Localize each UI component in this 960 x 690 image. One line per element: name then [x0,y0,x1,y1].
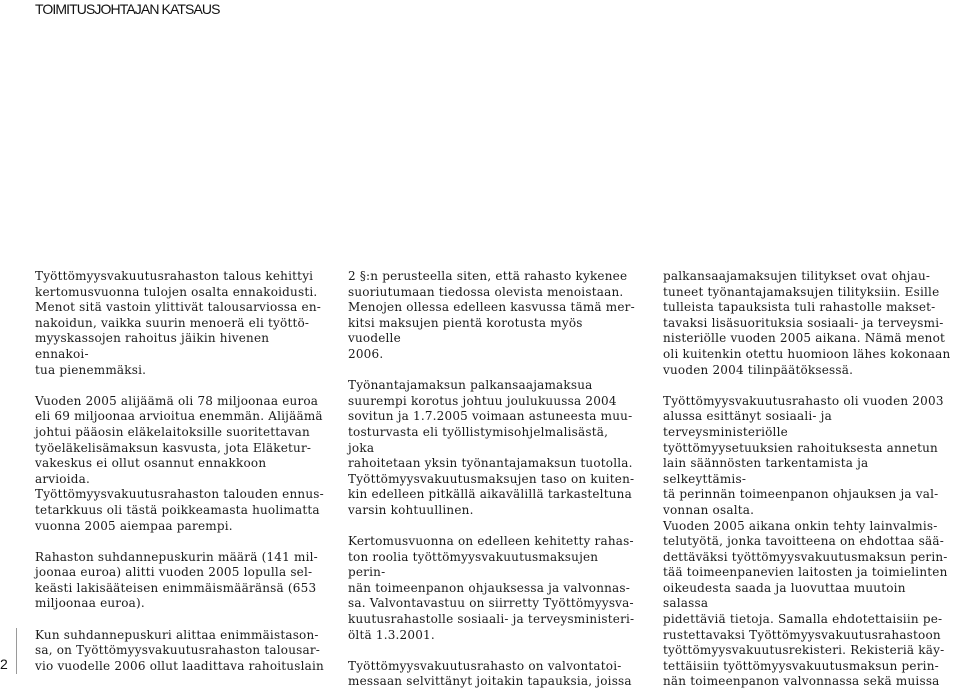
paragraph: Kertomusvuonna on edelleen kehitetty rahas- ton roolia työttömyysvakuutusmaksujen perin- nän toimeenpanon ohjauksessa ja valvonnas- sa. Valvontavastuu on siirretty Työttömyysva- kuutusrahastolle sosiaali- ja terveysministeri- öltä 1.3.2001. [348,534,635,642]
paragraph: Työttömyysvakuutusrahasto on valvontatoi- messaan selvittänyt joitakin tapauksia, joissa [348,658,632,689]
text-column-2 [348,269,638,690]
text-column-1 [35,269,325,674]
section-header: TOIMITUSJOHTAJAN KATSAUS [35,1,220,17]
paragraph: Rahaston suhdannepuskurin määrä (141 mil- joonaa euroa) alitti vuoden 2005 lopulla sel- keästi lakisääteisen enimmäismääränsä (653 miljoonaa euroa). [35,549,318,611]
paragraph: Työttömyysvakuutusrahasto oli vuoden 2003 alussa esittänyt sosiaali- ja terveysministeriölle työttömyysetuuksien rahoituksesta annetun lain säännösten tarkentamista ja selkeyttämis- tä perinnän toimeenpanon ohjauksen ja val- vonnan osalta. Vuoden 2005 aikana onkin tehty lainvalmis- telutyötä, jonka tavoitteena on ehdottaa sää- dettäväksi työttömyysvakuutusmaksun perin- tää toimeenpanevien laitosten ja toimielinten oikeudesta saada ja luovuttaa muutoin salassa pidettäviä tietoja. Samalla ehdotettaisiin pe- rustettavaksi Työttömyysvakuutusrahastoon työttömyysvakuutusrekisteri. Rekisteriä käy- tettäisiin työttömyysvakuutusmaksun perin- nän toimeenpanon valvonnassa sekä muissa [663,393,948,689]
paragraph: Vuoden 2005 alijäämä oli 78 miljoonaa euroa eli 69 miljoonaa arvioitua enemmän. Alijäämä johtui pääosin eläkelaitoksille suoritettavan työeläkelisämaksun kasvusta, jota Eläketur- vakeskus ei ollut osannut ennakkoon arvioida. Työttömyysvakuutusrahaston talouden ennus- tetarkkuus oli tästä poikkeamasta huolimatta vuonna 2005 aiempaa parempi. [35,393,324,533]
text-column-3 [663,269,953,690]
page-number: 2 [0,656,8,672]
paragraph: 2 §:n perusteella siten, että rahasto kykenee suoriutumaan tiedossa olevista menoistaan. Menojen ollessa edelleen kasvussa tämä mer- kitsi maksujen pientä korotusta myös vuodelle 2006. [348,269,635,361]
paragraph: Kun suhdannepuskuri alittaa enimmäistason- sa, on Työttömyysvakuutusrahaston talousar- vio vuodelle 2006 ollut laadittava rahoituslain [35,627,324,673]
page-margin-rule [16,628,17,674]
paragraph: palkansaajamaksujen tilitykset ovat ohjau- tuneet työnantajamaksujen tilityksiin. Esille tulleista tapauksista tuli rahastolle makset- tavaksi lisäsuorituksia sosiaali- ja terveysmi- nisteriölle vuoden 2005 aikana. Nämä menot oli kuitenkin otettu huomioon lähes kokonaan vuoden 2004 tilinpäätöksessä. [663,269,951,377]
paragraph: Työttömyysvakuutusrahaston talous kehittyi kertomusvuonna tulojen osalta ennakoidusti. Menot sitä vastoin ylittivät talousarviossa en- nakoidun, vaikka suurin menoerä eli työttö- myyskassojen rahoitus jäikin hivenen ennakoi- tua pienemmäksi. [35,269,322,377]
paragraph: Työnantajamaksun palkansaajamaksua suurempi korotus johtuu joulukuussa 2004 sovitun ja 1.7.2005 voimaan astuneesta muu- tosturvasta eli työllistymisohjelmalisästä, joka rahoitetaan yksin työnantajamaksun tuotolla. Työttömyysvakuutusmaksujen taso on kuiten- kin edelleen pitkällä aikavälillä tarkasteltuna varsin kohtuullinen. [348,378,635,517]
